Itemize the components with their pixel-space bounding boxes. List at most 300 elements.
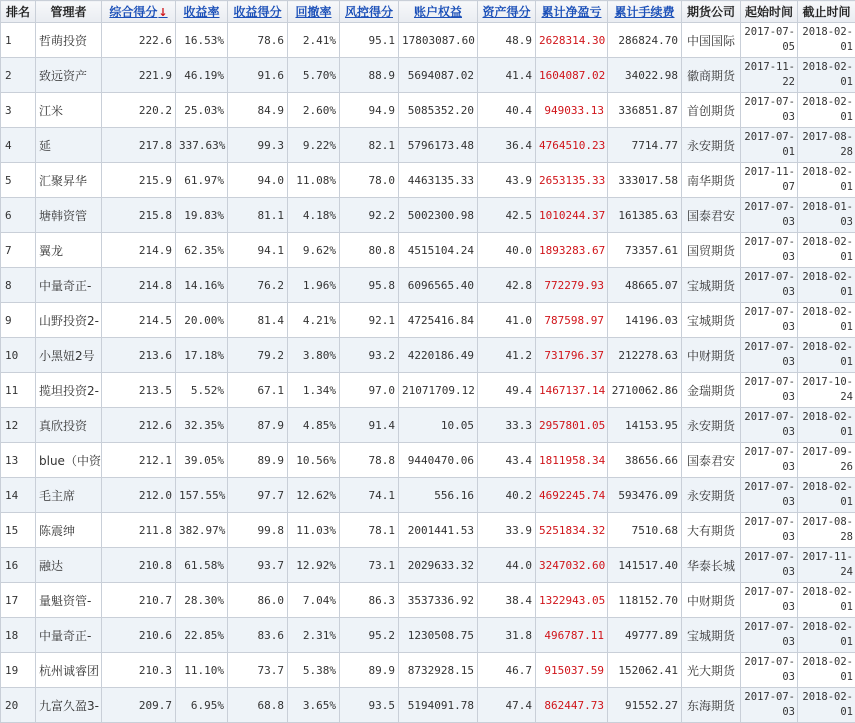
cell-fee: 593476.09 <box>608 478 682 513</box>
cell-start: 2017-07-03 <box>741 513 798 548</box>
col-header-total-score[interactable] <box>102 1 176 23</box>
cell-end: 2018-02-01 <box>798 303 855 338</box>
cell-equity: 4515104.24 <box>399 233 478 268</box>
cell-return: 337.63% <box>176 128 228 163</box>
cell-drawdown: 5.70% <box>288 58 340 93</box>
cell-drawdown: 12.62% <box>288 478 340 513</box>
col-header-manager: 管理者 <box>36 1 102 23</box>
cell-fee: 118152.70 <box>608 583 682 618</box>
cell-company: 宝城期货 <box>682 303 741 338</box>
cell-net-pnl: 496787.11 <box>536 618 608 653</box>
cell-fee: 141517.40 <box>608 548 682 583</box>
cell-rank: 15 <box>1 513 36 548</box>
cell-asset-score: 48.9 <box>478 23 536 58</box>
cell-net-pnl: 2653135.33 <box>536 163 608 198</box>
cell-fee: 286824.70 <box>608 23 682 58</box>
table-row[interactable] <box>1 513 855 548</box>
cell-rank: 12 <box>1 408 36 443</box>
cell-start: 2017-07-03 <box>741 233 798 268</box>
cell-rank: 8 <box>1 268 36 303</box>
cell-risk-score: 78.0 <box>340 163 399 198</box>
cell-end: 2018-02-01 <box>798 163 855 198</box>
cell-return: 28.30% <box>176 583 228 618</box>
cell-drawdown: 3.80% <box>288 338 340 373</box>
cell-manager[interactable]: 真欣投资 <box>36 408 102 443</box>
cell-asset-score: 33.3 <box>478 408 536 443</box>
cell-return: 11.10% <box>176 653 228 688</box>
cell-fee: 73357.61 <box>608 233 682 268</box>
cell-rank: 16 <box>1 548 36 583</box>
cell-start: 2017-07-03 <box>741 93 798 128</box>
cell-asset-score: 41.4 <box>478 58 536 93</box>
cell-asset-score: 40.2 <box>478 478 536 513</box>
cell-company: 中财期货 <box>682 338 741 373</box>
cell-total-score: 210.3 <box>102 653 176 688</box>
cell-total-score: 212.1 <box>102 443 176 478</box>
cell-end: 2018-02-01 <box>798 58 855 93</box>
cell-return-score: 68.8 <box>228 688 288 723</box>
cell-start: 2017-07-03 <box>741 618 798 653</box>
cell-equity: 8732928.15 <box>399 653 478 688</box>
cell-asset-score: 31.8 <box>478 618 536 653</box>
cell-drawdown: 2.60% <box>288 93 340 128</box>
cell-total-score: 209.7 <box>102 688 176 723</box>
cell-end: 2018-02-01 <box>798 688 855 723</box>
cell-rank: 19 <box>1 653 36 688</box>
cell-rank: 10 <box>1 338 36 373</box>
cell-net-pnl: 949033.13 <box>536 93 608 128</box>
cell-equity: 556.16 <box>399 478 478 513</box>
cell-equity: 5796173.48 <box>399 128 478 163</box>
cell-total-score: 210.8 <box>102 548 176 583</box>
cell-equity: 2029633.32 <box>399 548 478 583</box>
cell-equity: 4220186.49 <box>399 338 478 373</box>
cell-net-pnl: 2628314.30 <box>536 23 608 58</box>
cell-company: 宝城期货 <box>682 618 741 653</box>
cell-company: 国泰君安 <box>682 443 741 478</box>
cell-total-score: 222.6 <box>102 23 176 58</box>
cell-fee: 212278.63 <box>608 338 682 373</box>
cell-drawdown: 11.08% <box>288 163 340 198</box>
cell-start: 2017-07-03 <box>741 338 798 373</box>
cell-company: 永安期货 <box>682 128 741 163</box>
cell-end: 2017-09-26 <box>798 443 855 478</box>
cell-manager[interactable]: 小黑妞2号 <box>36 338 102 373</box>
cell-manager[interactable]: 揽坦投资2- <box>36 373 102 408</box>
cell-risk-score: 97.0 <box>340 373 399 408</box>
cell-risk-score: 73.1 <box>340 548 399 583</box>
cell-risk-score: 92.2 <box>340 198 399 233</box>
cell-end: 2018-02-01 <box>798 408 855 443</box>
cell-start: 2017-07-03 <box>741 443 798 478</box>
cell-rank: 4 <box>1 128 36 163</box>
table-row[interactable] <box>1 478 855 513</box>
cell-drawdown: 3.65% <box>288 688 340 723</box>
cell-drawdown: 7.04% <box>288 583 340 618</box>
cell-total-score: 214.8 <box>102 268 176 303</box>
cell-return: 32.35% <box>176 408 228 443</box>
cell-fee: 91552.27 <box>608 688 682 723</box>
cell-company: 大有期货 <box>682 513 741 548</box>
cell-drawdown: 10.56% <box>288 443 340 478</box>
cell-rank: 18 <box>1 618 36 653</box>
cell-asset-score: 38.4 <box>478 583 536 618</box>
cell-asset-score: 40.0 <box>478 233 536 268</box>
cell-rank: 7 <box>1 233 36 268</box>
cell-drawdown: 12.92% <box>288 548 340 583</box>
table-row[interactable] <box>1 93 855 128</box>
cell-drawdown: 2.31% <box>288 618 340 653</box>
cell-fee: 152062.41 <box>608 653 682 688</box>
cell-total-score: 210.6 <box>102 618 176 653</box>
cell-fee: 7510.68 <box>608 513 682 548</box>
cell-fee: 34022.98 <box>608 58 682 93</box>
cell-start: 2017-07-03 <box>741 408 798 443</box>
cell-return: 157.55% <box>176 478 228 513</box>
cell-return-score: 81.1 <box>228 198 288 233</box>
cell-risk-score: 93.5 <box>340 688 399 723</box>
cell-return-score: 94.1 <box>228 233 288 268</box>
cell-risk-score: 95.8 <box>340 268 399 303</box>
col-header-asset-score[interactable]: 资产得分 <box>478 1 536 23</box>
cell-return-score: 67.1 <box>228 373 288 408</box>
col-header-start: 起始时间 <box>741 1 798 23</box>
cell-total-score: 215.9 <box>102 163 176 198</box>
cell-risk-score: 94.9 <box>340 93 399 128</box>
cell-total-score: 220.2 <box>102 93 176 128</box>
cell-rank: 14 <box>1 478 36 513</box>
cell-end: 2017-08-28 <box>798 128 855 163</box>
cell-risk-score: 78.1 <box>340 513 399 548</box>
cell-return-score: 97.7 <box>228 478 288 513</box>
col-header-equity[interactable]: 账户权益 <box>399 1 478 23</box>
cell-return-score: 94.0 <box>228 163 288 198</box>
cell-end: 2018-01-03 <box>798 198 855 233</box>
table-row[interactable] <box>1 233 855 268</box>
cell-return: 62.35% <box>176 233 228 268</box>
cell-asset-score: 40.4 <box>478 93 536 128</box>
cell-return: 14.16% <box>176 268 228 303</box>
table-row[interactable] <box>1 548 855 583</box>
cell-fee: 38656.66 <box>608 443 682 478</box>
table-row[interactable] <box>1 373 855 408</box>
cell-start: 2017-07-03 <box>741 198 798 233</box>
cell-total-score: 221.9 <box>102 58 176 93</box>
cell-asset-score: 44.0 <box>478 548 536 583</box>
cell-return-score: 93.7 <box>228 548 288 583</box>
cell-total-score: 211.8 <box>102 513 176 548</box>
cell-risk-score: 95.2 <box>340 618 399 653</box>
cell-risk-score: 74.1 <box>340 478 399 513</box>
cell-company: 永安期货 <box>682 408 741 443</box>
cell-asset-score: 41.0 <box>478 303 536 338</box>
cell-net-pnl: 731796.37 <box>536 338 608 373</box>
cell-start: 2017-07-03 <box>741 373 798 408</box>
cell-company: 首创期货 <box>682 93 741 128</box>
cell-return-score: 89.9 <box>228 443 288 478</box>
cell-drawdown: 1.34% <box>288 373 340 408</box>
col-header-return-score[interactable]: 收益得分 <box>228 1 288 23</box>
table-row[interactable] <box>1 128 855 163</box>
cell-net-pnl: 3247032.60 <box>536 548 608 583</box>
table-row[interactable] <box>1 443 855 478</box>
cell-company: 宝城期货 <box>682 268 741 303</box>
cell-risk-score: 91.4 <box>340 408 399 443</box>
cell-risk-score: 86.3 <box>340 583 399 618</box>
cell-net-pnl: 915037.59 <box>536 653 608 688</box>
cell-total-score: 213.5 <box>102 373 176 408</box>
cell-equity: 1230508.75 <box>399 618 478 653</box>
cell-asset-score: 41.2 <box>478 338 536 373</box>
cell-total-score: 212.0 <box>102 478 176 513</box>
cell-return: 6.95% <box>176 688 228 723</box>
cell-company: 金瑞期货 <box>682 373 741 408</box>
cell-asset-score: 49.4 <box>478 373 536 408</box>
cell-asset-score: 47.4 <box>478 688 536 723</box>
cell-asset-score: 43.4 <box>478 443 536 478</box>
cell-end: 2017-10-24 <box>798 373 855 408</box>
cell-company: 徽商期货 <box>682 58 741 93</box>
cell-net-pnl: 1467137.14 <box>536 373 608 408</box>
cell-risk-score: 80.8 <box>340 233 399 268</box>
cell-manager[interactable]: 量魁资管- <box>36 583 102 618</box>
cell-return-score: 73.7 <box>228 653 288 688</box>
table-row[interactable] <box>1 653 855 688</box>
cell-drawdown: 11.03% <box>288 513 340 548</box>
col-header-end: 截止时间 <box>798 1 855 23</box>
cell-net-pnl: 4692245.74 <box>536 478 608 513</box>
cell-fee: 14196.03 <box>608 303 682 338</box>
cell-start: 2017-07-03 <box>741 478 798 513</box>
cell-end: 2017-08-28 <box>798 513 855 548</box>
cell-equity: 5085352.20 <box>399 93 478 128</box>
cell-end: 2018-02-01 <box>798 583 855 618</box>
col-header-return[interactable]: 收益率 <box>176 1 228 23</box>
cell-manager[interactable]: 毛主席 <box>36 478 102 513</box>
cell-manager[interactable]: 杭州诚睿团 <box>36 653 102 688</box>
cell-drawdown: 2.41% <box>288 23 340 58</box>
cell-company: 光大期货 <box>682 653 741 688</box>
cell-net-pnl: 1811958.34 <box>536 443 608 478</box>
cell-return: 39.05% <box>176 443 228 478</box>
cell-total-score: 214.9 <box>102 233 176 268</box>
table-row[interactable] <box>1 688 855 723</box>
cell-return: 61.97% <box>176 163 228 198</box>
col-header-company: 期货公司 <box>682 1 741 23</box>
cell-total-score: 214.5 <box>102 303 176 338</box>
cell-return-score: 99.8 <box>228 513 288 548</box>
cell-equity: 2001441.53 <box>399 513 478 548</box>
cell-manager[interactable]: blue（中资 <box>36 443 102 478</box>
cell-fee: 161385.63 <box>608 198 682 233</box>
cell-fee: 333017.58 <box>608 163 682 198</box>
cell-equity: 21071709.12 <box>399 373 478 408</box>
table-row[interactable] <box>1 163 855 198</box>
cell-drawdown: 9.62% <box>288 233 340 268</box>
cell-equity: 17803087.60 <box>399 23 478 58</box>
cell-net-pnl: 2957801.05 <box>536 408 608 443</box>
cell-drawdown: 4.21% <box>288 303 340 338</box>
cell-return: 382.97% <box>176 513 228 548</box>
cell-manager[interactable]: 江米 <box>36 93 102 128</box>
cell-return-score: 91.6 <box>228 58 288 93</box>
cell-rank: 5 <box>1 163 36 198</box>
cell-fee: 14153.95 <box>608 408 682 443</box>
cell-manager[interactable]: 九富久盈3- <box>36 688 102 723</box>
cell-return: 61.58% <box>176 548 228 583</box>
cell-rank: 13 <box>1 443 36 478</box>
cell-equity: 4725416.84 <box>399 303 478 338</box>
cell-fee: 336851.87 <box>608 93 682 128</box>
cell-risk-score: 95.1 <box>340 23 399 58</box>
table-row[interactable] <box>1 408 855 443</box>
cell-start: 2017-07-05 <box>741 23 798 58</box>
cell-manager[interactable]: 延 <box>36 128 102 163</box>
table-row[interactable] <box>1 338 855 373</box>
cell-start: 2017-07-03 <box>741 548 798 583</box>
cell-manager[interactable]: 中量奇正- <box>36 618 102 653</box>
cell-start: 2017-07-03 <box>741 583 798 618</box>
cell-manager[interactable]: 哲萌投资 <box>36 23 102 58</box>
cell-company: 华泰长城 <box>682 548 741 583</box>
table-row[interactable] <box>1 618 855 653</box>
col-header-rank: 排名 <box>1 1 36 23</box>
cell-return: 16.53% <box>176 23 228 58</box>
cell-equity: 10.05 <box>399 408 478 443</box>
cell-equity: 6096565.40 <box>399 268 478 303</box>
cell-return: 17.18% <box>176 338 228 373</box>
cell-end: 2018-02-01 <box>798 233 855 268</box>
cell-return-score: 76.2 <box>228 268 288 303</box>
cell-start: 2017-11-07 <box>741 163 798 198</box>
cell-company: 国泰君安 <box>682 198 741 233</box>
cell-return-score: 84.9 <box>228 93 288 128</box>
cell-rank: 2 <box>1 58 36 93</box>
cell-start: 2017-07-03 <box>741 268 798 303</box>
cell-fee: 2710062.86 <box>608 373 682 408</box>
cell-return: 22.85% <box>176 618 228 653</box>
cell-drawdown: 5.38% <box>288 653 340 688</box>
cell-rank: 11 <box>1 373 36 408</box>
cell-equity: 5194091.78 <box>399 688 478 723</box>
cell-return-score: 87.9 <box>228 408 288 443</box>
cell-risk-score: 88.9 <box>340 58 399 93</box>
cell-return: 5.52% <box>176 373 228 408</box>
cell-company: 永安期货 <box>682 478 741 513</box>
cell-rank: 1 <box>1 23 36 58</box>
cell-start: 2017-07-01 <box>741 128 798 163</box>
cell-return-score: 83.6 <box>228 618 288 653</box>
cell-net-pnl: 1604087.02 <box>536 58 608 93</box>
cell-manager[interactable]: 翼龙 <box>36 233 102 268</box>
cell-net-pnl: 5251834.32 <box>536 513 608 548</box>
cell-asset-score: 42.5 <box>478 198 536 233</box>
cell-equity: 3537336.92 <box>399 583 478 618</box>
cell-start: 2017-07-03 <box>741 688 798 723</box>
cell-fee: 49777.89 <box>608 618 682 653</box>
cell-total-score: 215.8 <box>102 198 176 233</box>
cell-equity: 4463135.33 <box>399 163 478 198</box>
cell-drawdown: 9.22% <box>288 128 340 163</box>
cell-return: 20.00% <box>176 303 228 338</box>
col-header-drawdown[interactable]: 回撤率 <box>288 1 340 23</box>
cell-drawdown: 1.96% <box>288 268 340 303</box>
cell-end: 2018-02-01 <box>798 93 855 128</box>
cell-company: 南华期货 <box>682 163 741 198</box>
cell-net-pnl: 1322943.05 <box>536 583 608 618</box>
table-row[interactable] <box>1 58 855 93</box>
cell-end: 2018-02-01 <box>798 653 855 688</box>
col-header-risk-score[interactable]: 风控得分 <box>340 1 399 23</box>
cell-risk-score: 78.8 <box>340 443 399 478</box>
cell-equity: 5002300.98 <box>399 198 478 233</box>
cell-asset-score: 36.4 <box>478 128 536 163</box>
cell-net-pnl: 772279.93 <box>536 268 608 303</box>
cell-return-score: 86.0 <box>228 583 288 618</box>
cell-net-pnl: 862447.73 <box>536 688 608 723</box>
table-row[interactable] <box>1 303 855 338</box>
cell-asset-score: 33.9 <box>478 513 536 548</box>
col-header-fee[interactable]: 累计手续费 <box>608 1 682 23</box>
table-row[interactable] <box>1 268 855 303</box>
cell-manager[interactable]: 塘韩资管 <box>36 198 102 233</box>
cell-manager[interactable]: 山野投资2- <box>36 303 102 338</box>
cell-end: 2018-02-01 <box>798 23 855 58</box>
cell-end: 2018-02-01 <box>798 268 855 303</box>
cell-rank: 20 <box>1 688 36 723</box>
cell-rank: 3 <box>1 93 36 128</box>
cell-total-score: 212.6 <box>102 408 176 443</box>
cell-manager[interactable]: 汇聚昇华 <box>36 163 102 198</box>
table-row[interactable] <box>1 23 855 58</box>
table-row[interactable] <box>1 583 855 618</box>
cell-total-score: 210.7 <box>102 583 176 618</box>
cell-net-pnl: 4764510.23 <box>536 128 608 163</box>
cell-net-pnl: 787598.97 <box>536 303 608 338</box>
cell-drawdown: 4.18% <box>288 198 340 233</box>
cell-manager[interactable]: 中量奇正- <box>36 268 102 303</box>
cell-company: 国贸期货 <box>682 233 741 268</box>
col-header-total-score-label[interactable]: 综合得分 <box>109 5 158 19</box>
cell-company: 东海期货 <box>682 688 741 723</box>
cell-total-score: 217.8 <box>102 128 176 163</box>
table-row[interactable] <box>1 198 855 233</box>
cell-manager[interactable]: 致远资产 <box>36 58 102 93</box>
cell-asset-score: 42.8 <box>478 268 536 303</box>
cell-asset-score: 43.9 <box>478 163 536 198</box>
cell-equity: 5694087.02 <box>399 58 478 93</box>
cell-rank: 9 <box>1 303 36 338</box>
cell-company: 中财期货 <box>682 583 741 618</box>
cell-fee: 48665.07 <box>608 268 682 303</box>
cell-asset-score: 46.7 <box>478 653 536 688</box>
cell-equity: 9440470.06 <box>399 443 478 478</box>
cell-manager[interactable]: 陈震绅 <box>36 513 102 548</box>
cell-rank: 17 <box>1 583 36 618</box>
cell-end: 2018-02-01 <box>798 478 855 513</box>
cell-rank: 6 <box>1 198 36 233</box>
cell-risk-score: 92.1 <box>340 303 399 338</box>
cell-return-score: 78.6 <box>228 23 288 58</box>
cell-risk-score: 89.9 <box>340 653 399 688</box>
cell-manager[interactable]: 融达 <box>36 548 102 583</box>
cell-company: 中国国际 <box>682 23 741 58</box>
cell-return: 25.03% <box>176 93 228 128</box>
col-header-net-pnl[interactable]: 累计净盈亏 <box>536 1 608 23</box>
cell-net-pnl: 1010244.37 <box>536 198 608 233</box>
cell-end: 2018-02-01 <box>798 338 855 373</box>
arrow-down-icon[interactable]: ↓ <box>158 6 168 19</box>
